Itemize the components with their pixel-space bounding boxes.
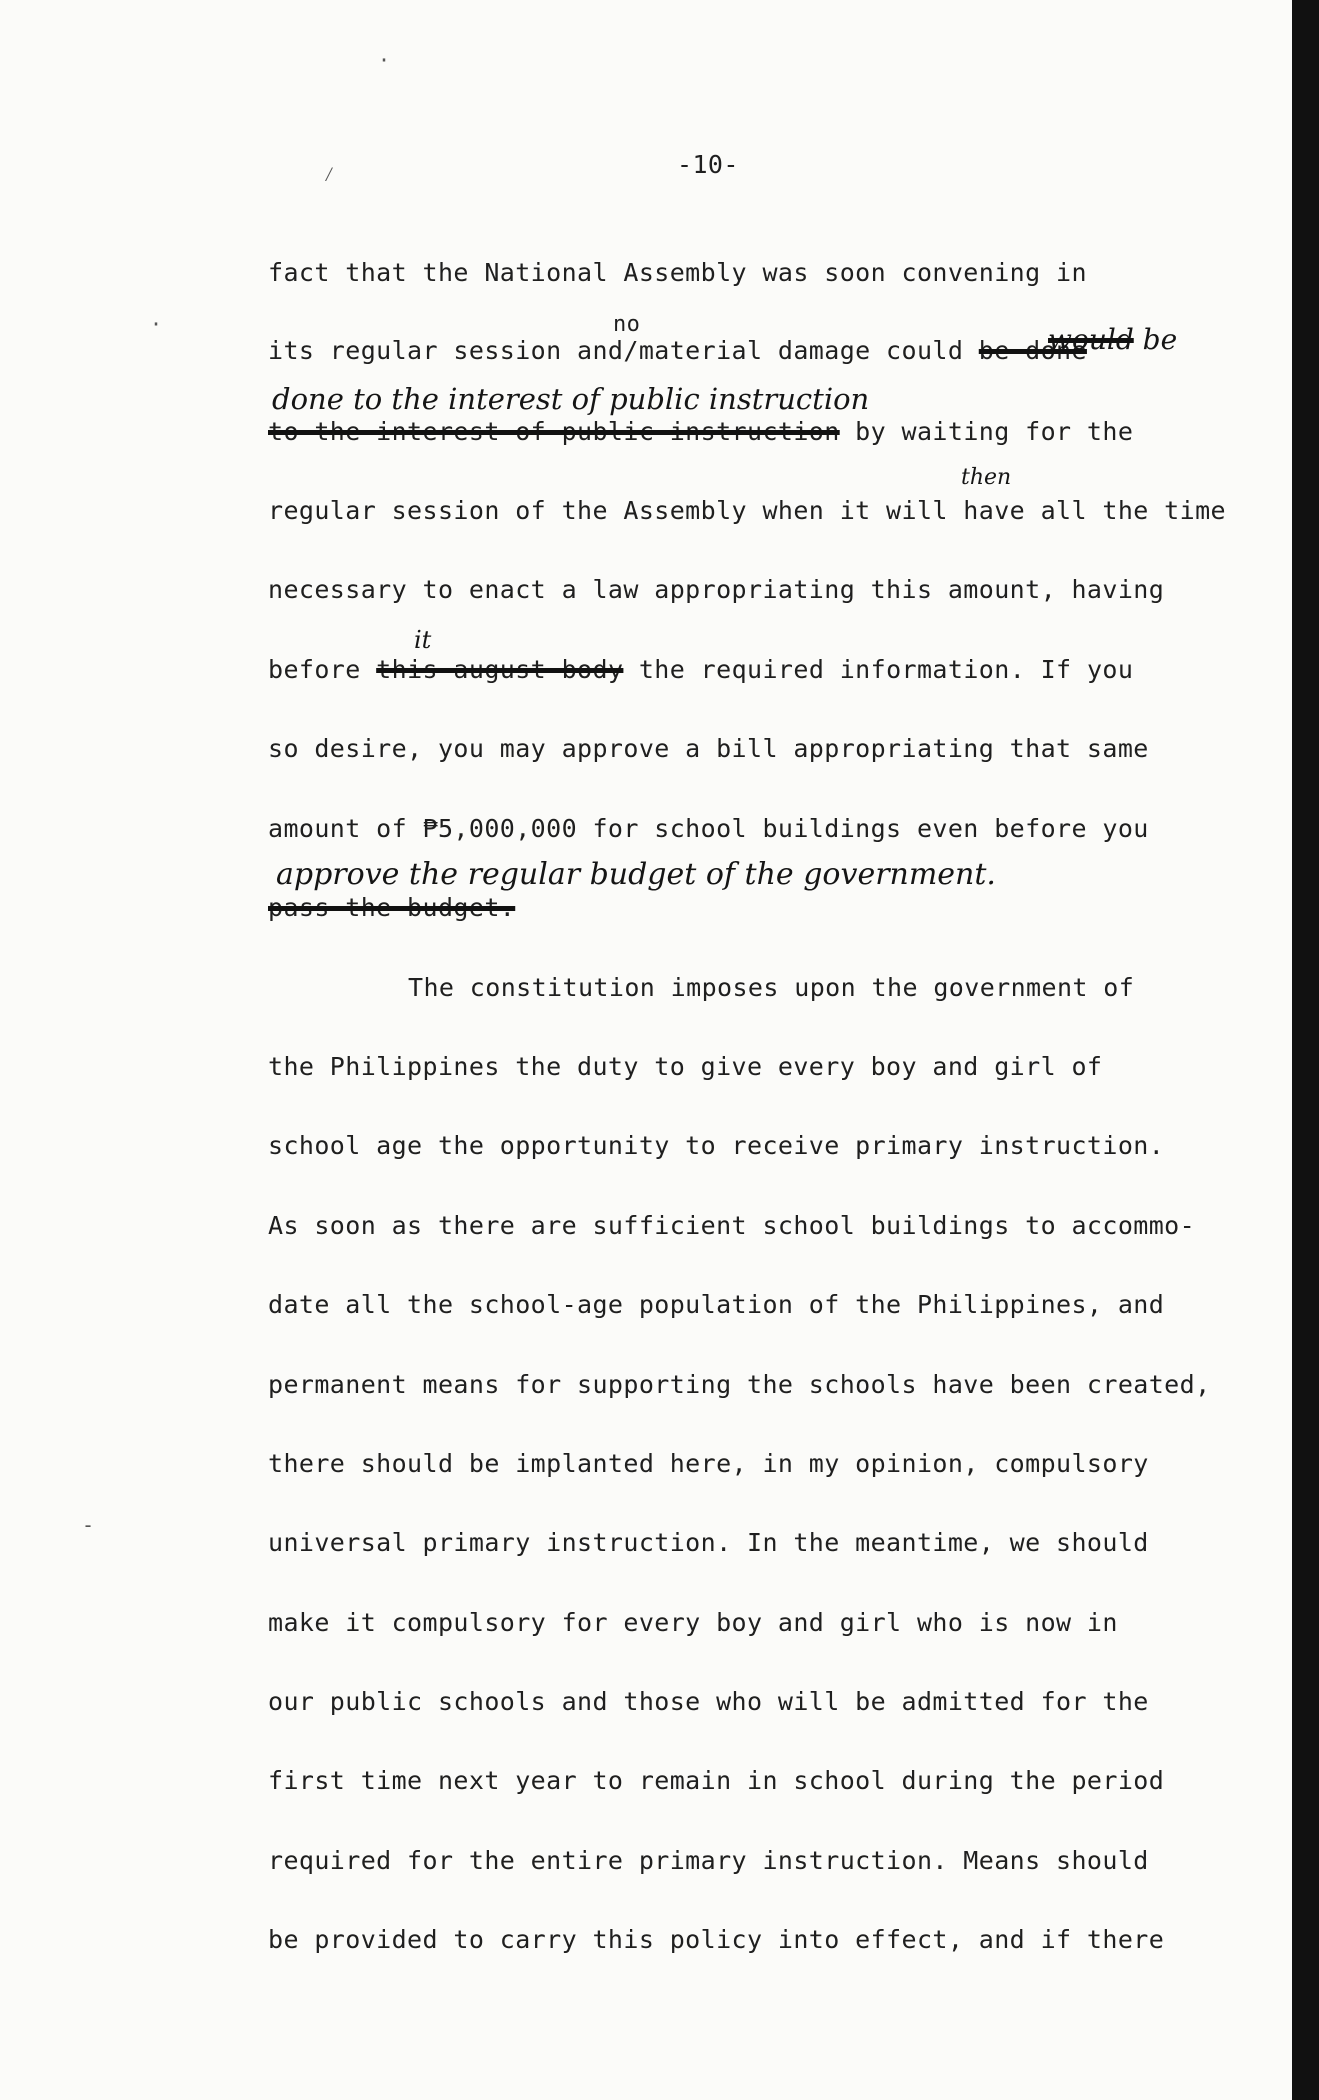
stray-mark: - [82,1513,95,1537]
text-segment: its regular session and/material damage could [268,336,964,365]
scan-border [1292,0,1319,2100]
text-line [268,336,1087,366]
text-line [268,417,1133,447]
text-line: fact that the National Assembly was soon convening in [268,258,1087,287]
text-segment: before [268,655,361,684]
handwritten-word: be [1142,323,1178,356]
page-number: -10- [677,150,739,179]
text-line [268,893,515,923]
text-line: date all the school-age population of the Philippines, and [268,1290,1165,1319]
struck-text: to the interest of public instruction [268,417,840,446]
struck-text: be done [978,336,1087,365]
text-line: As soon as there are sufficient school buildings to accommo- [268,1211,1196,1240]
text-line: regular session of the Assembly when it will have all the time [268,496,1226,525]
text-line: the Philippines the duty to give every boy and girl of [268,1052,1103,1081]
stray-mark: ⁄ [323,162,336,186]
text-line: first time next year to remain in school during the period [268,1766,1165,1795]
struck-text: would [1048,323,1134,356]
text-line: permanent means for supporting the schools have been created, [268,1370,1211,1399]
stray-mark: · [150,312,163,336]
text-line: so desire, you may approve a bill appropriating that same [268,734,1149,763]
text-segment: the required information. If you [638,655,1134,684]
text-line: amount of ₱5,000,000 for school buildings even before you [268,814,1149,843]
text-line: The constitution imposes upon the government of [408,973,1135,1002]
text-segment: by waiting for the [855,417,1134,446]
text-line: our public schools and those who will be admitted for the [268,1687,1149,1716]
text-line: necessary to enact a law appropriating this amount, having [268,575,1165,604]
struck-text: this august body [376,655,624,684]
stray-mark: · [378,48,391,72]
text-line: there should be implanted here, in my opinion, compulsory [268,1449,1149,1478]
text-line: required for the entire primary instruction. Means should [268,1846,1149,1875]
text-line: school age the opportunity to receive primary instruction. [268,1131,1165,1160]
text-line: universal primary instruction. In the meantime, we should [268,1528,1149,1557]
handwritten-insert: it [414,626,432,654]
text-line: make it compulsory for every boy and girl who is now in [268,1608,1118,1637]
handwritten-insert [1048,325,1177,355]
handwritten-insert: then [961,465,1012,490]
handwritten-insert: done to the interest of public instruction [272,382,870,416]
struck-text: pass the budget. [268,893,516,922]
insert-no: no [613,312,641,337]
handwritten-insert: approve the regular budget of the government. [276,857,996,892]
text-line: be provided to carry this policy into effect, and if there [268,1925,1165,1954]
text-line [268,655,1133,685]
